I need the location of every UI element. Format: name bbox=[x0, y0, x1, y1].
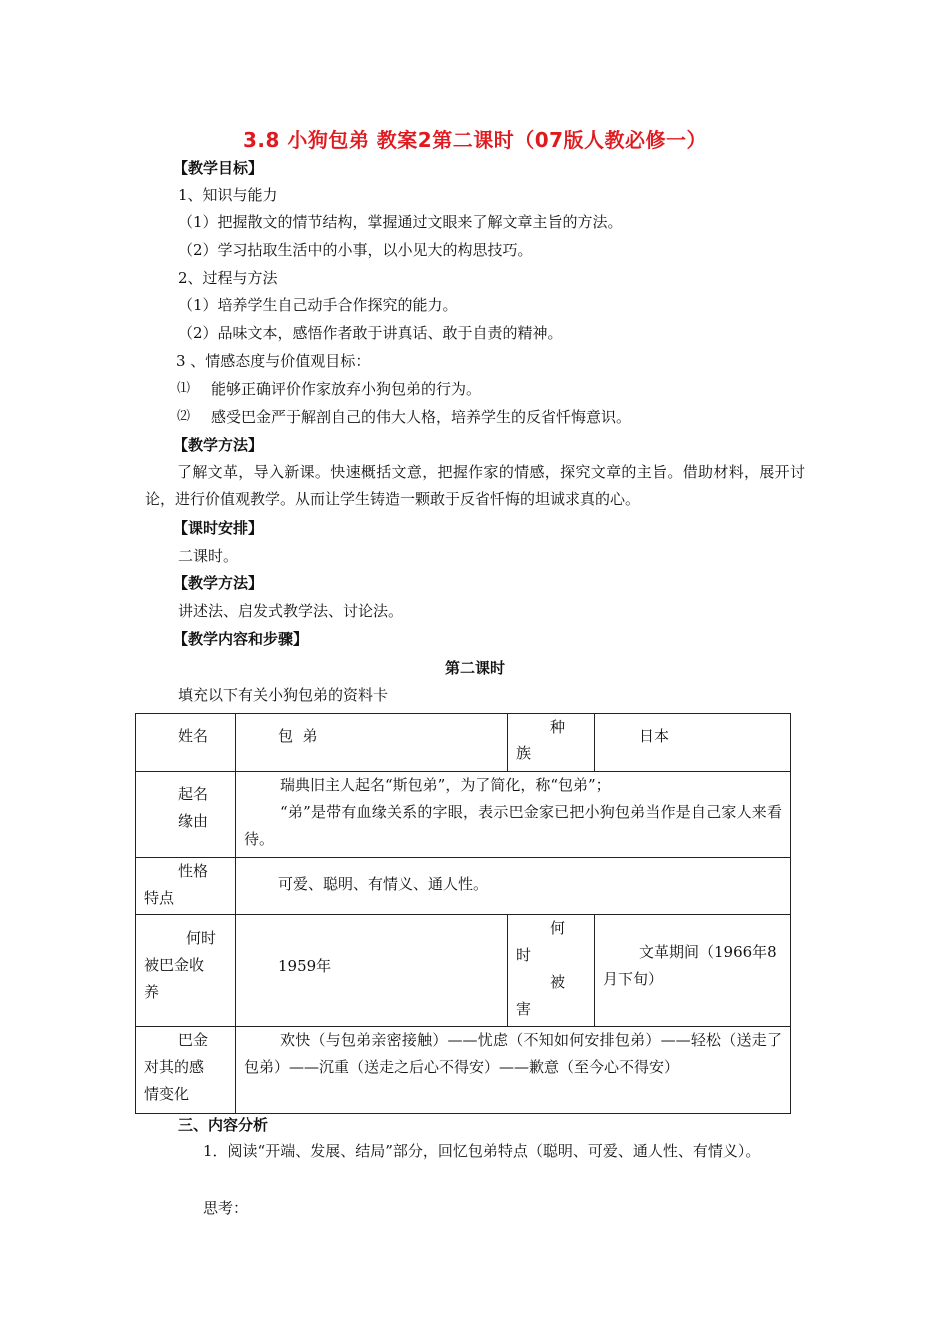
info-card-table bbox=[135, 713, 791, 1114]
race-label-2: 族 bbox=[516, 744, 532, 762]
origin-label-2: 缘由 bbox=[178, 812, 209, 830]
analysis-think: 思考： bbox=[203, 1199, 249, 1217]
document-title: 3.8 小狗包弟 教案2第二课时（07版人教必修一） bbox=[242, 128, 708, 152]
trait-label-2: 特点 bbox=[144, 889, 175, 907]
harm-label-4: 害 bbox=[516, 1000, 532, 1018]
table-row bbox=[136, 915, 791, 1027]
origin-label-1: 起名 bbox=[178, 785, 209, 803]
name-value-cell bbox=[236, 714, 508, 772]
objective-3-1-number: ⑴ bbox=[177, 381, 191, 396]
feel-label-2: 对其的感 bbox=[144, 1058, 205, 1076]
objective-3-1: 能够正确评价作家放弃小狗包弟的行为。 bbox=[211, 380, 482, 398]
adopt-value-cell bbox=[236, 915, 508, 1027]
method-heading-2: 【教学方法】 bbox=[173, 574, 264, 592]
feel-label-1: 巴金 bbox=[178, 1031, 209, 1049]
origin-line-2: “弟”是带有血缘关系的字眼，表示巴金家已把小狗包弟当作是自己家人来看待。 bbox=[244, 803, 782, 848]
adopt-label-1: 何时 bbox=[186, 929, 217, 947]
origin-label-cell bbox=[136, 772, 236, 858]
race-label-cell bbox=[508, 714, 595, 772]
origin-line-1: 瑞典旧主人起名“斯包弟”，为了简化，称“包弟”； bbox=[280, 776, 611, 794]
objective-2-1: （1）培养学生自己动手合作探究的能力。 bbox=[178, 296, 458, 314]
objective-1-2: （2）学习拈取生活中的小事，以小见大的构思技巧。 bbox=[178, 241, 533, 259]
adopt-label-2: 被巴金收 bbox=[144, 956, 205, 974]
race-value: 日本 bbox=[639, 727, 670, 745]
objective-section-3: 3 、情感态度与价值观目标： bbox=[176, 352, 371, 370]
harm-label-3: 被 bbox=[550, 973, 566, 991]
objective-2-2: （2）品味文本，感悟作者敢于讲真话、敢于自责的精神。 bbox=[178, 324, 563, 342]
schedule-heading: 【课时安排】 bbox=[173, 519, 264, 537]
lesson-heading: 第二课时 bbox=[444, 659, 505, 677]
feel-value: 欢快（与包弟亲密接触）——忧虑（不知如何安排包弟）——轻松（送走了包弟）——沉重（送走之后心不得安）——歉意（至今心不得安） bbox=[244, 1031, 782, 1076]
harm-value: 文革期间（1966年8月下旬） bbox=[603, 943, 777, 988]
content-heading: 【教学内容和步骤】 bbox=[173, 630, 309, 648]
race-value-cell bbox=[595, 714, 791, 772]
trait-label-1: 性格 bbox=[178, 862, 209, 880]
harm-value-cell bbox=[595, 915, 791, 1027]
adopt-label-cell bbox=[136, 915, 236, 1027]
schedule-text: 二课时。 bbox=[178, 547, 239, 565]
objective-3-2-number: ⑵ bbox=[177, 409, 191, 424]
trait-value: 可爱、聪明、有情义、通人性。 bbox=[278, 875, 489, 893]
race-label-1: 种 bbox=[550, 718, 566, 736]
name-value: 包 弟 bbox=[278, 727, 318, 745]
name-label: 姓名 bbox=[178, 727, 209, 745]
table-row bbox=[136, 714, 791, 772]
table-row bbox=[136, 858, 791, 915]
trait-value-cell bbox=[236, 858, 791, 915]
objective-section-2: 2、过程与方法 bbox=[178, 269, 278, 287]
adopt-label-3: 养 bbox=[144, 983, 160, 1001]
objectives-heading: 【教学目标】 bbox=[173, 159, 264, 177]
harm-label-2: 时 bbox=[516, 946, 532, 964]
analysis-heading: 三、内容分析 bbox=[178, 1116, 269, 1134]
objective-1-1: （1）把握散文的情节结构，掌握通过文眼来了解文章主旨的方法。 bbox=[178, 213, 623, 231]
name-label-cell bbox=[136, 714, 236, 772]
method-paragraph: 了解文革，导入新课。快速概括文意，把握作家的情感，探究文章的主旨。借助材料，展开讨论，进行价值观教学。从而让学生铸造一颗敢于反省忏悔的坦诚求真的心。 bbox=[145, 463, 805, 508]
method-heading: 【教学方法】 bbox=[173, 436, 264, 454]
card-intro: 填充以下有关小狗包弟的资料卡 bbox=[178, 686, 389, 704]
trait-label-cell bbox=[136, 858, 236, 915]
method-text-2: 讲述法、启发式教学法、讨论法。 bbox=[178, 602, 404, 620]
feel-label-3: 情变化 bbox=[144, 1085, 190, 1103]
table-row bbox=[136, 772, 791, 858]
objective-section-1: 1、知识与能力 bbox=[178, 186, 278, 204]
feel-value-cell bbox=[236, 1027, 791, 1114]
analysis-item-1: 1．阅读“开端、发展、结局”部分，回忆包弟特点（聪明、可爱、通人性、有情义）。 bbox=[203, 1142, 761, 1160]
adopt-value: 1959年 bbox=[278, 957, 332, 975]
origin-value-cell bbox=[236, 772, 791, 858]
objective-3-2: 感受巴金严于解剖自己的伟大人格，培养学生的反省忏悔意识。 bbox=[211, 408, 632, 426]
feel-label-cell bbox=[136, 1027, 236, 1114]
harm-label-1: 何 bbox=[550, 919, 566, 937]
harm-label-cell bbox=[508, 915, 595, 1027]
table-row bbox=[136, 1027, 791, 1114]
